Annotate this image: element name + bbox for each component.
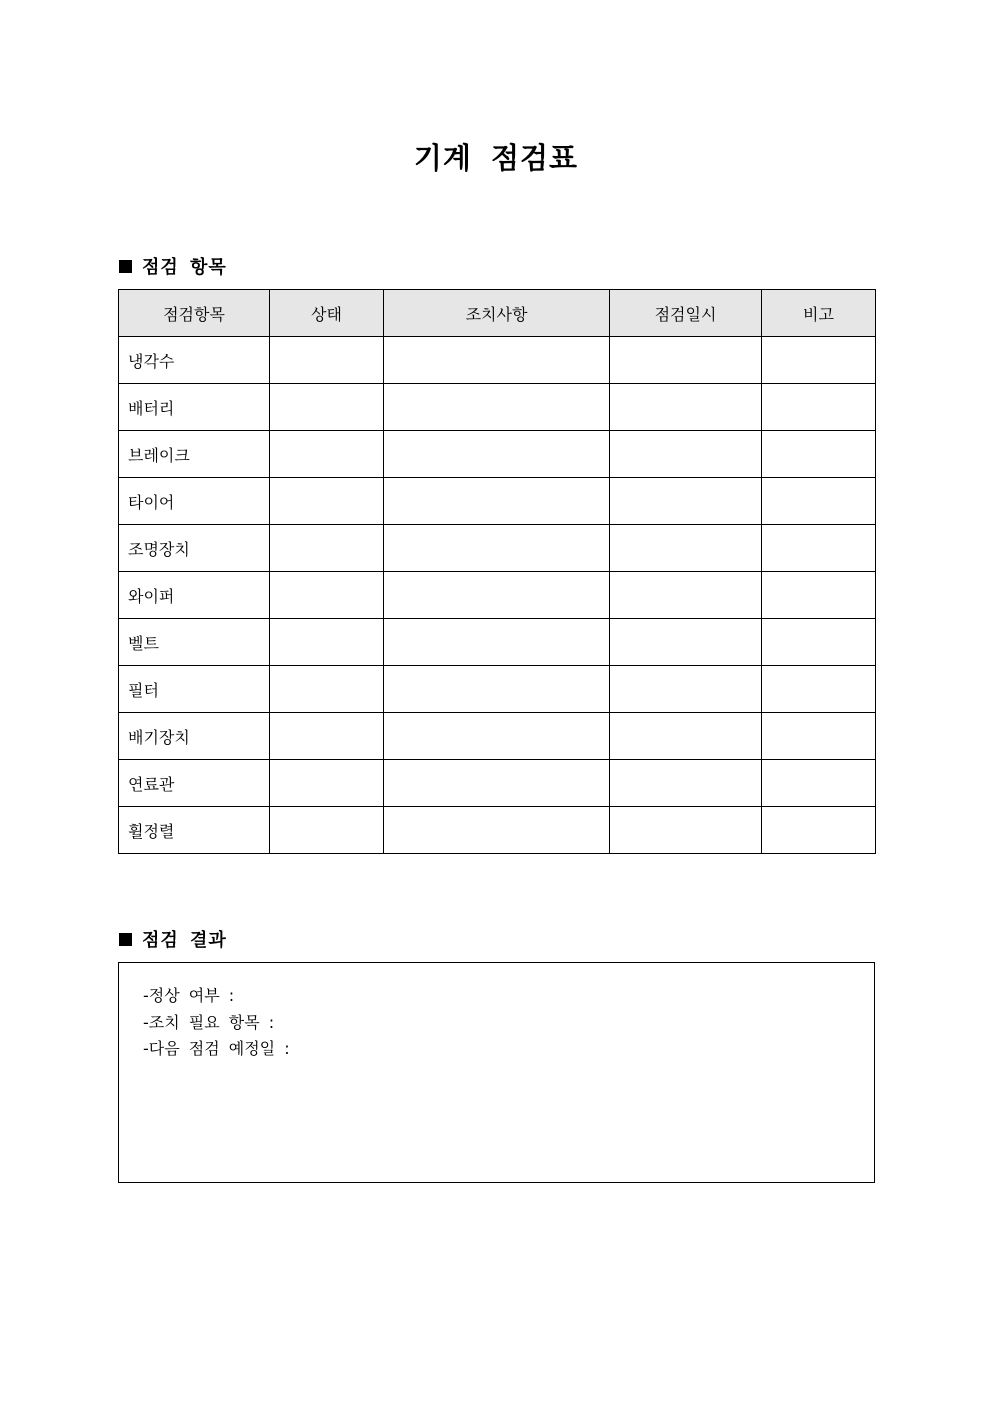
- cell-item: 조명장치: [119, 525, 270, 572]
- table-header-row: [119, 290, 876, 337]
- cell-item: 브레이크: [119, 431, 270, 478]
- result-line-normal-status: -정상 여부 :: [143, 986, 235, 1005]
- column-header-item: 점검항목: [119, 290, 270, 337]
- cell-status[interactable]: [270, 337, 384, 384]
- column-header-action: 조치사항: [384, 290, 610, 337]
- cell-item: 벨트: [119, 619, 270, 666]
- cell-status[interactable]: [270, 713, 384, 760]
- cell-status[interactable]: [270, 666, 384, 713]
- cell-action[interactable]: [384, 713, 610, 760]
- cell-note[interactable]: [762, 760, 876, 807]
- cell-datetime[interactable]: [610, 525, 762, 572]
- cell-note[interactable]: [762, 619, 876, 666]
- cell-datetime[interactable]: [610, 760, 762, 807]
- cell-note[interactable]: [762, 337, 876, 384]
- cell-note[interactable]: [762, 525, 876, 572]
- cell-datetime[interactable]: [610, 384, 762, 431]
- cell-note[interactable]: [762, 384, 876, 431]
- cell-note[interactable]: [762, 713, 876, 760]
- table-row: [119, 337, 876, 384]
- cell-action[interactable]: [384, 572, 610, 619]
- section-heading-inspection-items: [119, 253, 227, 279]
- cell-status[interactable]: [270, 431, 384, 478]
- cell-status[interactable]: [270, 572, 384, 619]
- cell-note[interactable]: [762, 431, 876, 478]
- table-row: [119, 572, 876, 619]
- cell-status[interactable]: [270, 384, 384, 431]
- cell-note[interactable]: [762, 478, 876, 525]
- section-heading-label: 점검 결과: [142, 930, 227, 951]
- section-heading-label: 점검 항목: [142, 257, 227, 278]
- cell-datetime[interactable]: [610, 431, 762, 478]
- cell-item: 휠정렬: [119, 807, 270, 854]
- result-line-next-inspection-date: -다음 점검 예정일 :: [143, 1039, 290, 1058]
- table-row: [119, 431, 876, 478]
- cell-datetime[interactable]: [610, 572, 762, 619]
- result-line-action-required: -조치 필요 항목 :: [143, 1012, 275, 1032]
- column-header-note: 비고: [762, 290, 876, 337]
- cell-item: 연료관: [119, 760, 270, 807]
- inspection-result-box[interactable]: [118, 962, 875, 1183]
- section-heading-inspection-result: [119, 926, 227, 952]
- inspection-table: [118, 289, 876, 854]
- cell-action[interactable]: [384, 478, 610, 525]
- cell-action[interactable]: [384, 525, 610, 572]
- cell-datetime[interactable]: [610, 666, 762, 713]
- cell-item: 냉각수: [119, 337, 270, 384]
- cell-action[interactable]: [384, 807, 610, 854]
- column-header-datetime: 점검일시: [610, 290, 762, 337]
- table-row: [119, 525, 876, 572]
- cell-note[interactable]: [762, 572, 876, 619]
- table-row: [119, 807, 876, 854]
- table-row: [119, 478, 876, 525]
- cell-action[interactable]: [384, 619, 610, 666]
- cell-item: 배터리: [119, 384, 270, 431]
- cell-action[interactable]: [384, 666, 610, 713]
- table-row: [119, 619, 876, 666]
- cell-item: 배기장치: [119, 713, 270, 760]
- cell-datetime[interactable]: [610, 478, 762, 525]
- cell-status[interactable]: [270, 619, 384, 666]
- table-row: [119, 666, 876, 713]
- cell-status[interactable]: [270, 525, 384, 572]
- cell-status[interactable]: [270, 807, 384, 854]
- cell-item: 필터: [119, 666, 270, 713]
- table-row: [119, 760, 876, 807]
- cell-status[interactable]: [270, 478, 384, 525]
- cell-datetime[interactable]: [610, 619, 762, 666]
- table-row: [119, 384, 876, 431]
- table-row: [119, 713, 876, 760]
- cell-datetime[interactable]: [610, 807, 762, 854]
- cell-status[interactable]: [270, 760, 384, 807]
- cell-action[interactable]: [384, 337, 610, 384]
- cell-item: 와이퍼: [119, 572, 270, 619]
- cell-note[interactable]: [762, 666, 876, 713]
- column-header-status: 상태: [270, 290, 384, 337]
- document-title: 기계 점검표: [413, 141, 579, 175]
- cell-action[interactable]: [384, 760, 610, 807]
- cell-item: 타이어: [119, 478, 270, 525]
- cell-datetime[interactable]: [610, 337, 762, 384]
- cell-action[interactable]: [384, 384, 610, 431]
- result-lines: [143, 983, 290, 1063]
- cell-note[interactable]: [762, 807, 876, 854]
- square-bullet-icon: [119, 260, 132, 273]
- cell-action[interactable]: [384, 431, 610, 478]
- square-bullet-icon: [119, 933, 132, 946]
- cell-datetime[interactable]: [610, 713, 762, 760]
